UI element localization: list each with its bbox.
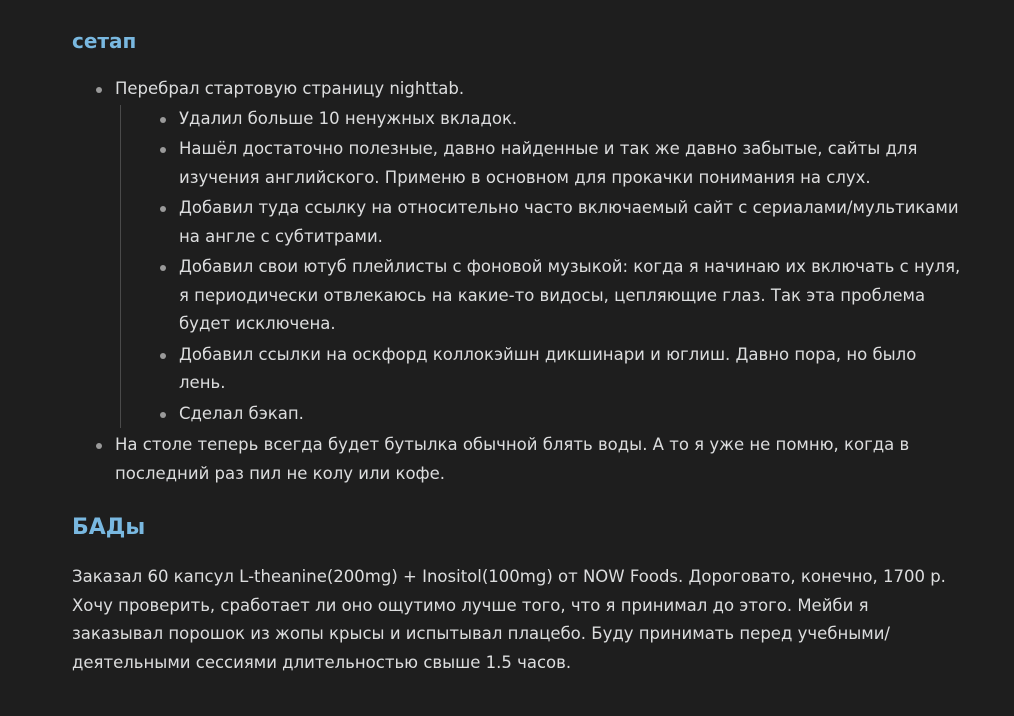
bullet-icon <box>160 265 166 271</box>
list-item-text: На столе теперь всегда будет бутылка обычной блять воды. А то я уже не помню, когда в последний раз пил не колу или кофе. <box>115 435 910 483</box>
setap-list <box>94 75 964 488</box>
list-item-text: Добавил свои ютуб плейлисты с фоновой музыкой: когда я начинаю их включать с нуля, я периодически отвлекаюсь на какие-то видосы, цепляющие глаз. Так эта проблема будет исключена. <box>179 257 961 333</box>
supplements-paragraph: Заказал 60 капсул L-theanine(200mg) + Inositol(100mg) от NOW Foods. Дороговато, конечно, 1700 р. Хочу проверить, сработает ли оно ощутимо лучше того, что я принимал до этого. Мейби я заказывал порошок из жопы крысы и испытывал плацебо. Буду принимать перед учебными/деятельными сессиями длительностью свыше 1.5 часов. <box>72 567 946 672</box>
bullet-icon <box>160 412 166 418</box>
list-item-text: Удалил больше 10 ненужных вкладок. <box>179 108 518 128</box>
list-item <box>94 75 964 428</box>
nested-list-item <box>158 194 964 251</box>
list-item-text: Добавил туда ссылку на относительно часто включаемый сайт с сериалами/мультиками на англе с субтитрами. <box>179 198 959 246</box>
nested-list <box>120 105 964 429</box>
nested-list-item <box>158 400 964 429</box>
section-heading-setap: сетап <box>72 29 137 53</box>
bullet-icon <box>96 87 102 93</box>
nested-list-item <box>158 341 964 398</box>
nested-list-item <box>158 135 964 192</box>
bullet-icon <box>160 147 166 153</box>
list-item-text: Нашёл достаточно полезные, давно найденные и так же давно забытые, сайты для изучения английского. Применю в основном для прокачки понимания на слух. <box>179 139 918 187</box>
list-item-text: Перебрал стартовую страницу nighttab. <box>115 79 465 98</box>
nested-list-item <box>158 105 964 134</box>
bullet-icon <box>160 353 166 359</box>
section-heading-supplements: БАДы <box>72 515 146 540</box>
list-item-text: Добавил ссылки на оскфорд коллокэйшн дикшинари и юглиш. Давно пора, но было лень. <box>179 344 917 392</box>
list-item <box>94 431 964 488</box>
bullet-icon <box>160 117 166 123</box>
bullet-icon <box>96 443 102 449</box>
list-item-text: Сделал бэкап. <box>179 403 304 423</box>
bullet-icon <box>160 206 166 212</box>
nested-list-item <box>158 253 964 339</box>
